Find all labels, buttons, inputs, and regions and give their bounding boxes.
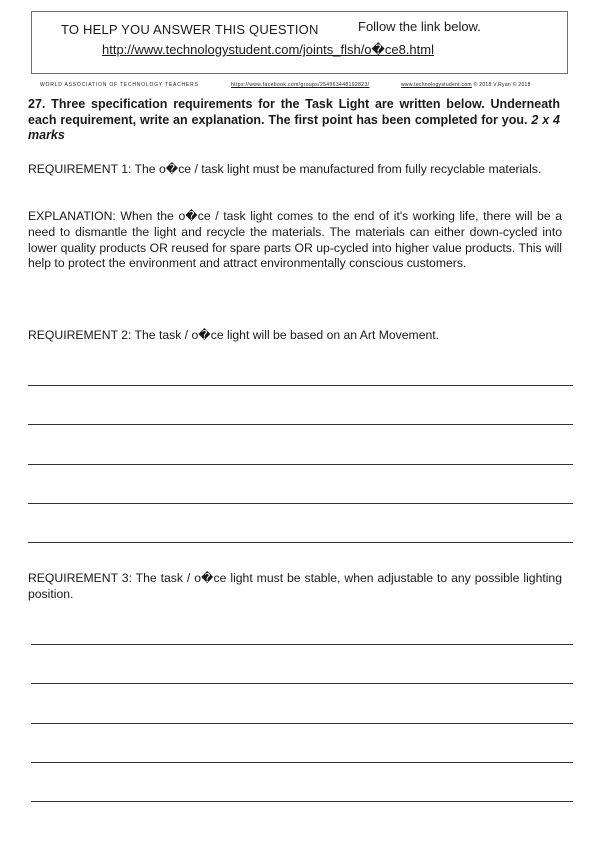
answer-line[interactable] — [31, 683, 573, 684]
site-link[interactable]: www.technologystudent.com — [401, 82, 472, 88]
answer-line[interactable] — [28, 464, 573, 465]
question-text — [28, 97, 560, 144]
answer-line[interactable] — [28, 542, 573, 543]
help-link[interactable]: http://www.technologystudent.com/joints_flsh/o�ce8.html — [102, 42, 434, 57]
explanation-1: EXPLANATION: When the o�ce / task light comes to the end of it's working life, there will be a need to dismantle the light and recycle the materials. The materials can either down-cycled into lower quality products OR reused for spare parts OR up-cycled into higher value products. This will help to protect the environment and attract environmentally conscious customers. — [28, 209, 562, 271]
question-body: 27. Three specification requirements for the Task Light are written below. Underneath each requirement, write an explanation. The first point has been completed for you. — [28, 97, 560, 127]
facebook-link[interactable]: https://www.facebook.com/groups/254963448192823/ — [231, 82, 370, 88]
association-credit: WORLD ASSOCIATION OF TECHNOLOGY TEACHERS — [40, 82, 199, 88]
answer-line[interactable] — [28, 385, 573, 386]
answer-line[interactable] — [31, 723, 573, 724]
answer-line[interactable] — [31, 801, 573, 802]
question-marks: 2 x 4 marks — [28, 112, 560, 143]
copyright-text: © 2018 V.Ryan © 2018 — [473, 82, 531, 88]
requirement-3: REQUIREMENT 3: The task / o�ce light must be stable, when adjustable to any possible lighting position. — [28, 571, 562, 601]
answer-line[interactable] — [28, 503, 573, 504]
follow-link-text: Follow the link below. — [358, 19, 481, 34]
requirement-1: REQUIREMENT 1: The o�ce / task light must be manufactured from fully recyclable materials. — [28, 162, 542, 176]
help-label: TO HELP YOU ANSWER THIS QUESTION — [61, 22, 319, 37]
requirement-2: REQUIREMENT 2: The task / o�ce light will be based on an Art Movement. — [28, 328, 440, 342]
answer-line[interactable] — [31, 762, 573, 763]
answer-line[interactable] — [31, 644, 573, 645]
site-credit — [401, 82, 531, 88]
answer-line[interactable] — [28, 424, 573, 425]
